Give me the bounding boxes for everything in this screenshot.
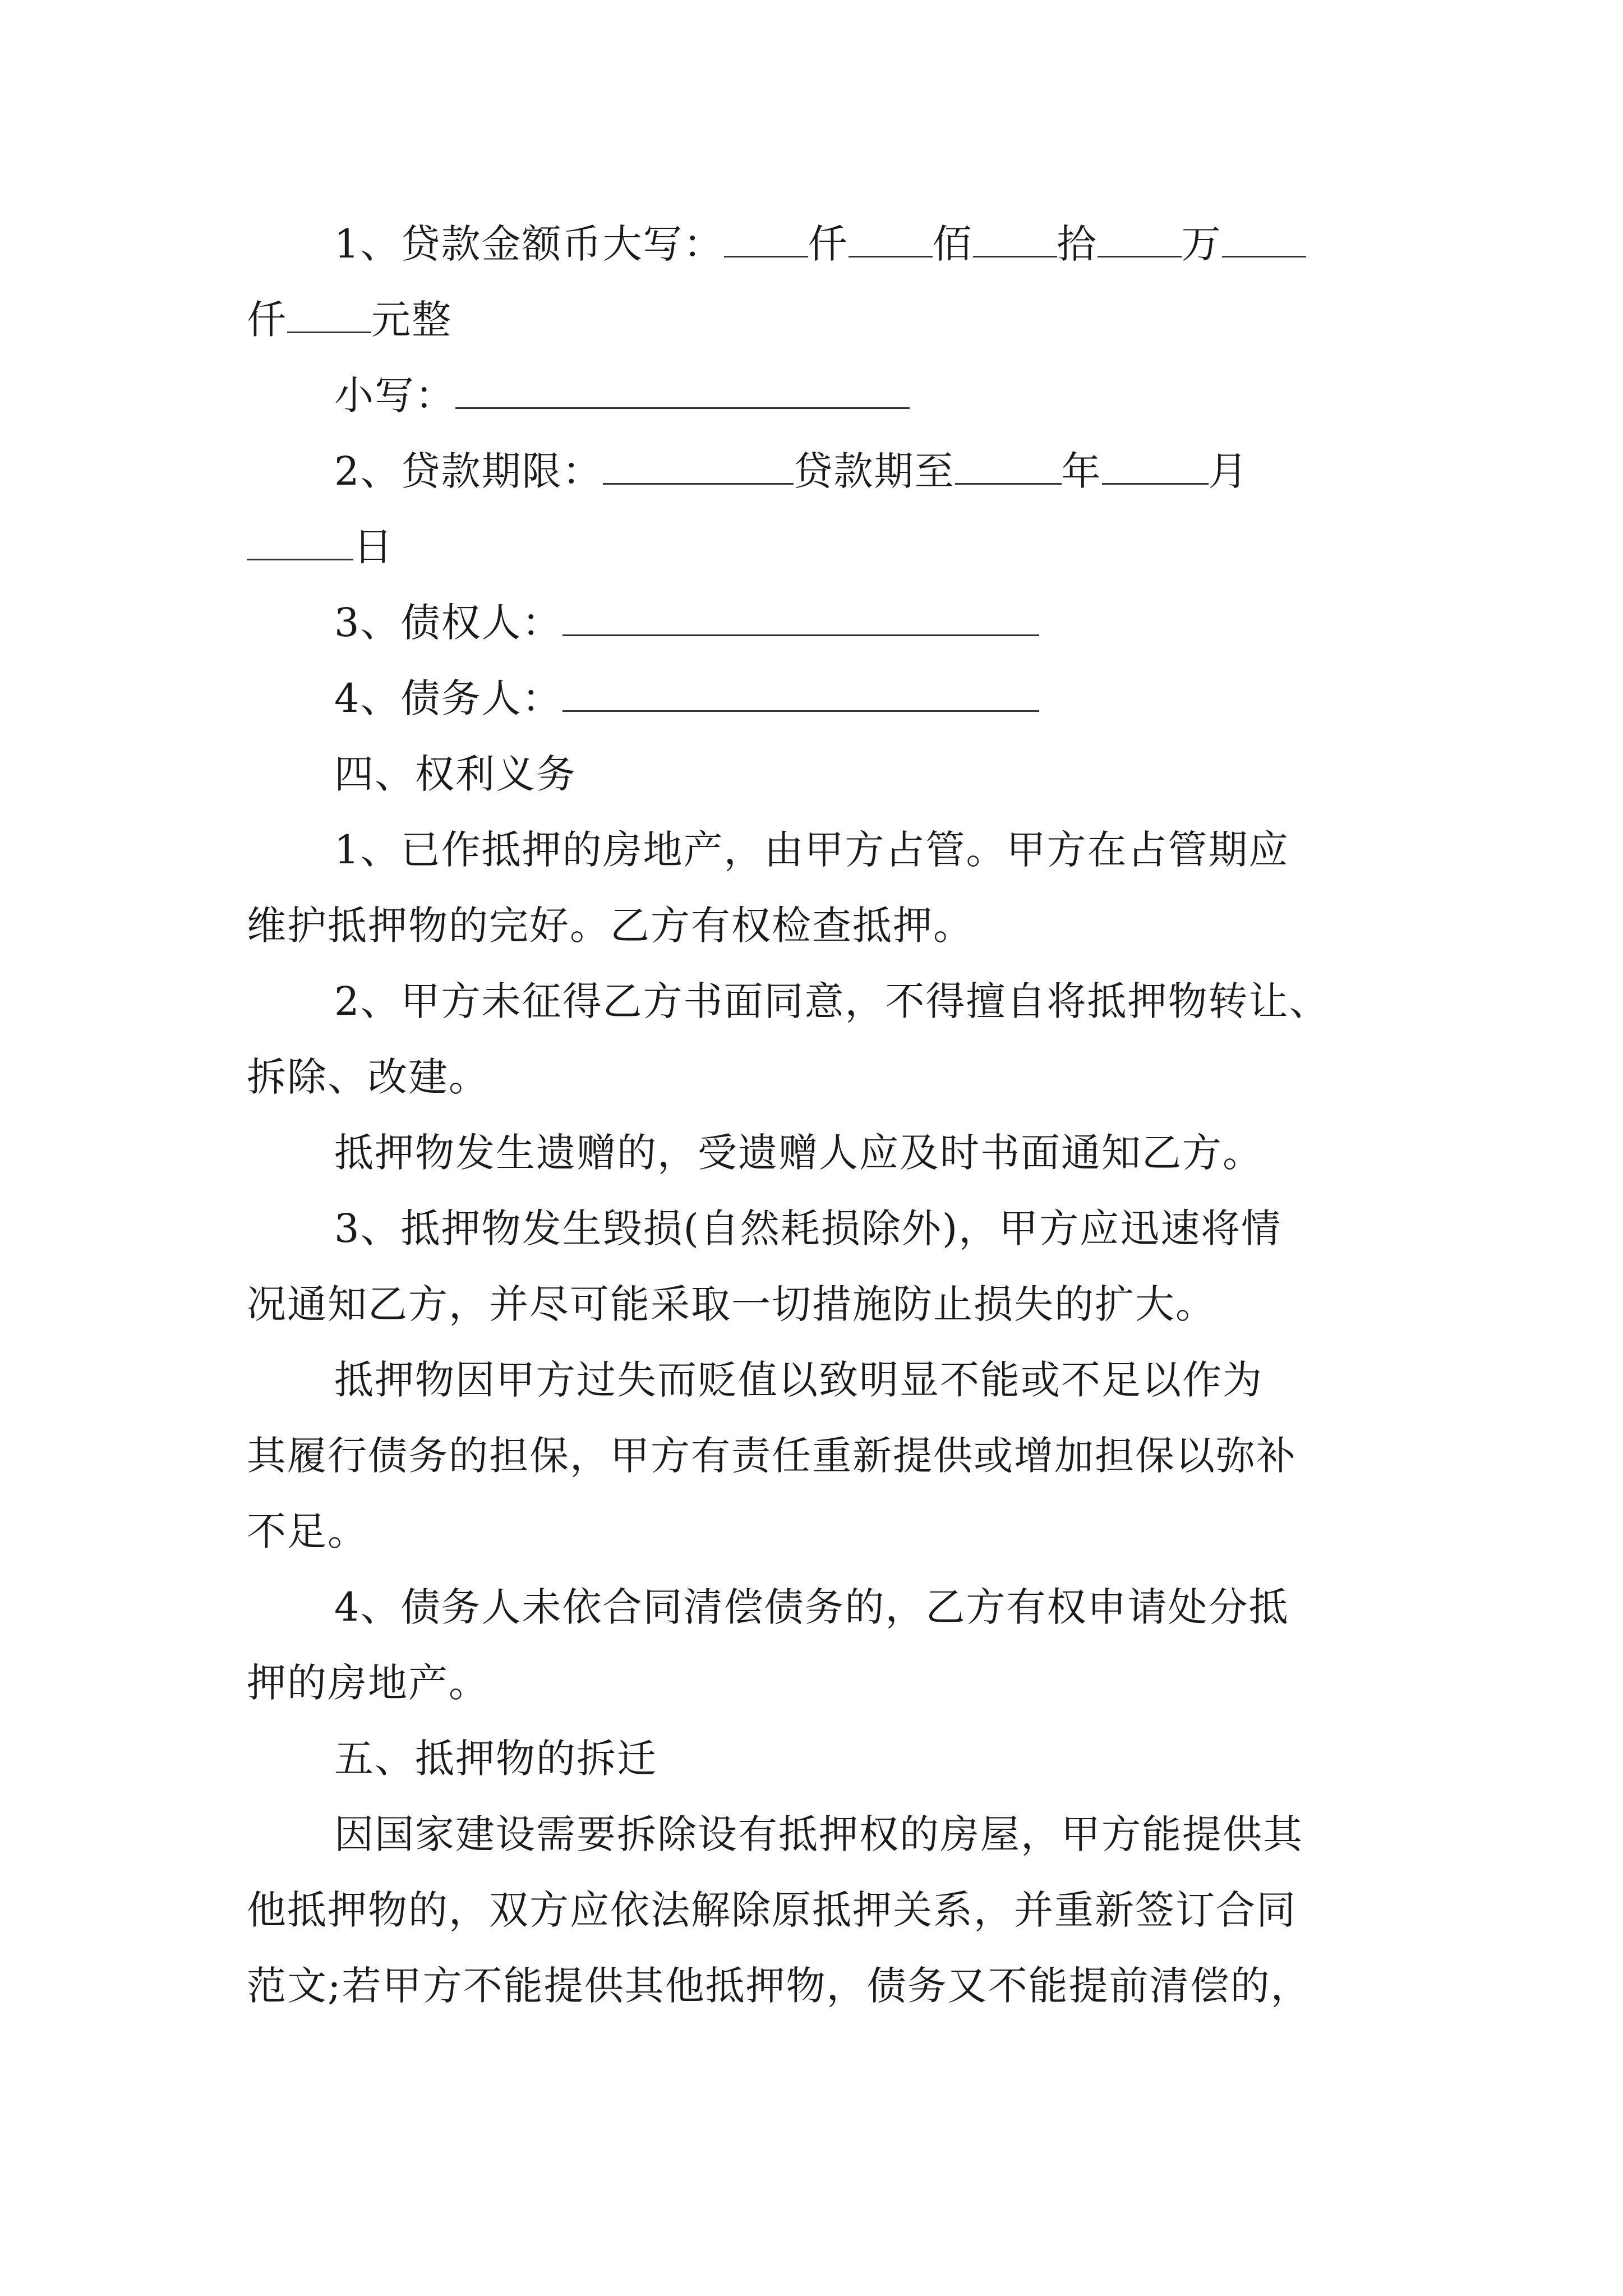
blank-field bbox=[724, 221, 808, 257]
unit-label: 拾 bbox=[1057, 221, 1098, 267]
paragraph-line: 范文;若甲方不能提供其他抵押物，债务又不能提前清偿的， bbox=[247, 1963, 1311, 2009]
paragraph-line: 抵押物因甲方过失而贬值以致明显不能或不足以作为 bbox=[334, 1357, 1263, 1403]
loan-term-to: 贷款期至 bbox=[793, 448, 955, 494]
paragraph-line: 4、债务人未依合同清偿债务的，乙方有权申请处分抵 bbox=[334, 1584, 1289, 1630]
unit-label: 元整 bbox=[371, 297, 452, 343]
blank-field bbox=[562, 600, 1039, 636]
loan-term-line-2 bbox=[247, 522, 1396, 572]
unit-label: 仟 bbox=[808, 221, 849, 267]
blank-field bbox=[1222, 221, 1306, 257]
unit-label: 月 bbox=[1208, 448, 1249, 494]
creditor-label: 3、债权人： bbox=[334, 600, 562, 646]
paragraph-line: 押的房地产。 bbox=[247, 1660, 489, 1706]
blank-field bbox=[849, 221, 933, 257]
blank-field bbox=[562, 675, 1039, 712]
paragraph-line: 其履行债务的担保，甲方有责任重新提供或增加担保以弥补 bbox=[247, 1433, 1297, 1479]
paragraph-line: 抵押物发生遗赠的，受遗赠人应及时书面通知乙方。 bbox=[334, 1130, 1263, 1176]
paragraph-line: 他抵押物的，双方应依法解除原抵押关系，并重新签订合同 bbox=[247, 1887, 1297, 1933]
unit-label: 万 bbox=[1181, 221, 1222, 267]
loan-amount-line-2 bbox=[247, 295, 1396, 345]
loan-amount-line bbox=[334, 219, 1484, 269]
loan-amount-label: 1、贷款金额币大写： bbox=[334, 221, 724, 267]
lowercase-amount-line bbox=[334, 370, 1484, 421]
unit-label: 佰 bbox=[932, 221, 973, 267]
blank-field bbox=[287, 297, 371, 333]
unit-label: 仟 bbox=[247, 297, 287, 343]
paragraph-line: 维护抵押物的完好。乙方有权检查抵押。 bbox=[247, 903, 974, 949]
debtor-label: 4、债务人： bbox=[334, 675, 562, 721]
section-heading: 四、权利义务 bbox=[334, 751, 577, 797]
lowercase-label: 小写： bbox=[334, 372, 455, 418]
paragraph-line: 拆除、改建。 bbox=[247, 1054, 489, 1100]
blank-field bbox=[973, 221, 1057, 257]
unit-label: 日 bbox=[353, 524, 394, 570]
paragraph-line: 3、抵押物发生毁损(自然耗损除外)，甲方应迅速将情 bbox=[334, 1205, 1282, 1251]
creditor-line bbox=[334, 597, 1484, 648]
blank-field bbox=[955, 448, 1062, 485]
loan-term-label: 2、贷款期限： bbox=[334, 448, 603, 494]
loan-term-line bbox=[334, 446, 1484, 496]
blank-field bbox=[455, 372, 910, 409]
paragraph-line: 1、已作抵押的房地产，由甲方占管。甲方在占管期应 bbox=[334, 827, 1289, 873]
paragraph-line: 不足。 bbox=[247, 1508, 368, 1554]
paragraph-line: 2、甲方未征得乙方书面同意，不得擅自将抵押物转让、 bbox=[334, 978, 1330, 1024]
blank-field bbox=[247, 524, 353, 560]
blank-field bbox=[1098, 221, 1182, 257]
paragraph-line: 况通知乙方，并尽可能采取一切措施防止损失的扩大。 bbox=[247, 1281, 1216, 1327]
section-heading: 五、抵押物的拆迁 bbox=[334, 1736, 657, 1782]
blank-field bbox=[603, 448, 794, 485]
paragraph-line: 因国家建设需要拆除设有抵押权的房屋，甲方能提供其 bbox=[334, 1811, 1303, 1857]
blank-field bbox=[1102, 448, 1209, 485]
debtor-line bbox=[334, 673, 1484, 724]
unit-label: 年 bbox=[1061, 448, 1102, 494]
